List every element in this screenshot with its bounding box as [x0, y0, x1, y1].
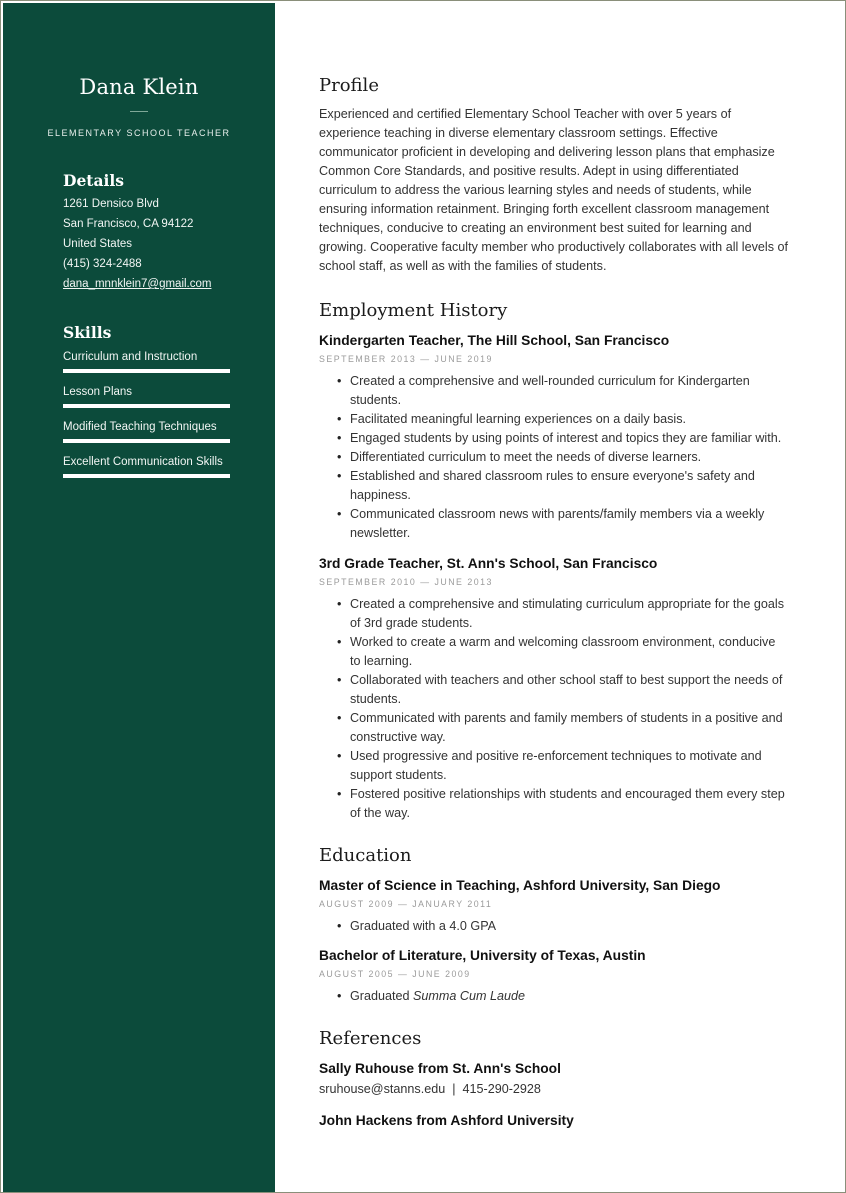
skill-label: Excellent Communication Skills	[63, 456, 223, 468]
bullet-text: Graduated	[350, 989, 414, 1003]
skill-item	[63, 351, 230, 363]
degree-bullets	[319, 987, 789, 1006]
list-item: • Worked to create a warm and welcoming classroom environment, conducive to learning.	[319, 633, 789, 671]
skill-item	[63, 456, 230, 468]
skills-heading: Skills	[63, 323, 112, 342]
skill-item	[63, 386, 230, 398]
degree-title: Bachelor of Literature, University of Texas, Austin	[319, 948, 646, 963]
country: United States	[63, 238, 133, 250]
email-link[interactable]: dana_mnnklein7@gmail.com	[63, 278, 212, 290]
list-item: • Communicated with parents and family members of students in a positive and constructive way.	[319, 709, 789, 747]
degree-bullets	[319, 917, 789, 936]
phone: (415) 324-2488	[63, 258, 142, 270]
education-heading: Education	[319, 845, 412, 866]
list-item: • Used progressive and positive re-enforcement techniques to motivate and support students.	[319, 747, 789, 785]
references-heading: References	[319, 1028, 422, 1049]
bullet-emphasis: Summa Cum Laude	[413, 989, 526, 1003]
list-item: • Collaborated with teachers and other school staff to best support the needs of students.	[319, 671, 789, 709]
address-line-1: 1261 Densico Blvd	[63, 198, 159, 210]
list-item: • Created a comprehensive and stimulating curriculum appropriate for the goals of 3rd grade students.	[319, 595, 789, 633]
sidebar	[3, 3, 275, 1192]
job-dates: SEPTEMBER 2013 — JUNE 2019	[319, 354, 493, 364]
job-title: Kindergarten Teacher, The Hill School, San Francisco	[319, 333, 670, 348]
job-dates: SEPTEMBER 2010 — JUNE 2013	[319, 577, 493, 587]
list-item: • Differentiated curriculum to meet the needs of diverse learners.	[319, 448, 789, 467]
list-item: • Engaged students by using points of interest and topics they are familiar with.	[319, 429, 789, 448]
degree-dates: AUGUST 2009 — JANUARY 2011	[319, 899, 493, 909]
reference-phone: 415-290-2928	[462, 1082, 541, 1096]
employment-heading: Employment History	[319, 300, 508, 321]
skill-item	[63, 421, 230, 433]
list-item: • Graduated with a 4.0 GPA	[319, 917, 789, 936]
reference-name: Sally Ruhouse from St. Ann's School	[319, 1061, 561, 1076]
job-title: 3rd Grade Teacher, St. Ann's School, San Francisco	[319, 556, 658, 571]
skill-level-bar	[63, 439, 230, 443]
reference-name: John Hackens from Ashford University	[319, 1113, 574, 1128]
skill-label: Curriculum and Instruction	[63, 351, 198, 363]
skill-level-bar	[63, 369, 230, 373]
list-item	[319, 987, 789, 1006]
job-bullets	[319, 595, 789, 823]
list-item: • Facilitated meaningful learning experiences on a daily basis.	[319, 410, 789, 429]
person-name: Dana Klein	[79, 75, 199, 99]
address-line-2: San Francisco, CA 94122	[63, 218, 194, 230]
reference-contact	[319, 1082, 541, 1096]
list-item: • Created a comprehensive and well-rounded curriculum for Kindergarten students.	[319, 372, 789, 410]
details-heading: Details	[63, 171, 125, 190]
job-bullets	[319, 372, 789, 543]
list-item: • Established and shared classroom rules to ensure everyone's safety and happiness.	[319, 467, 789, 505]
skill-label: Lesson Plans	[63, 386, 133, 398]
reference-email[interactable]: sruhouse@stanns.edu	[319, 1082, 446, 1096]
degree-title: Master of Science in Teaching, Ashford University, San Diego	[319, 878, 721, 893]
list-item: • Communicated classroom news with parents/family members via a weekly newsletter.	[319, 505, 789, 543]
list-item: • Fostered positive relationships with students and encouraged them every step of the way.	[319, 785, 789, 823]
person-job-title: ELEMENTARY SCHOOL TEACHER	[47, 128, 231, 138]
profile-text: Experienced and certified Elementary School Teacher with over 5 years of experience teaching in diverse elementary classroom settings. Effective communicator proficient in developing and delivering lesson plans that emphasize Common Core Standards, and positive results. Adept in using differentiated curriculum to address the various learning styles and needs of students, while ensuring information retainment. Bringing forth excellent classroom management techniques, conducive to creating an environment best suited for learning and growing. Cooperative faculty member who productively collaborates with all levels of school staff, as well as with the families of students.	[319, 107, 788, 273]
contact-separator: |	[452, 1082, 456, 1096]
skill-level-bar	[63, 404, 230, 408]
name-divider	[130, 111, 148, 112]
profile-heading: Profile	[319, 75, 379, 96]
degree-dates: AUGUST 2005 — JUNE 2009	[319, 969, 471, 979]
skill-label: Modified Teaching Techniques	[63, 421, 217, 433]
skill-level-bar	[63, 474, 230, 478]
